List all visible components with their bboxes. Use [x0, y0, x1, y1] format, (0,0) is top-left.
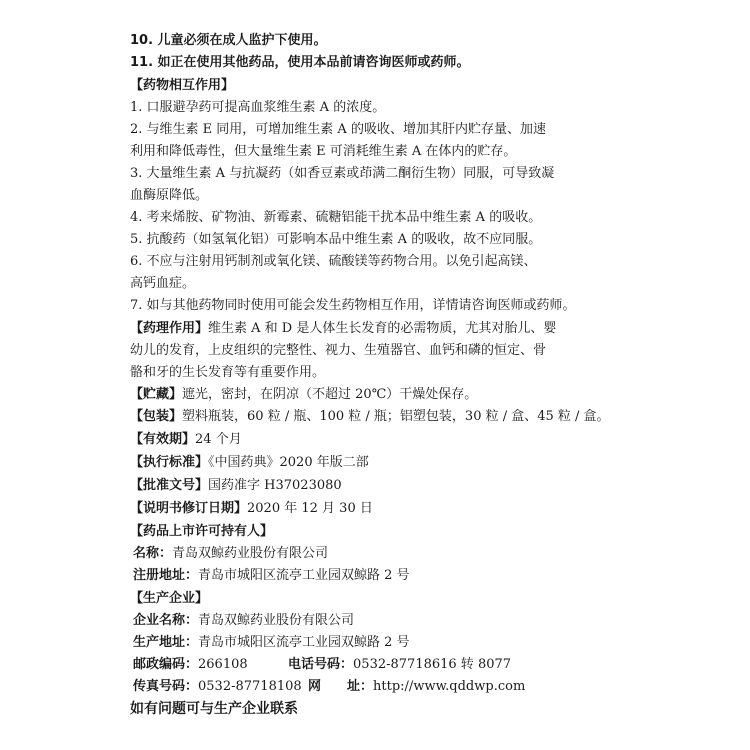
standard-row	[130, 454, 369, 472]
holder-address-row	[133, 567, 410, 585]
manufacturer-header: 【生产企业】	[130, 591, 209, 606]
approval-row	[130, 477, 342, 495]
approval-text: 国药准字 H37023080	[208, 478, 342, 493]
package-header: 【包装】	[130, 409, 183, 424]
holder-name-row	[133, 545, 328, 563]
manufacturer-fax-row	[133, 678, 525, 696]
web-label: 网 址：	[308, 679, 374, 694]
manufacturer-address-label: 生产地址：	[133, 635, 199, 650]
holder-address: 青岛市城阳区流亭工业园双鲸路 2 号	[198, 568, 410, 583]
approval-header: 【批准文号】	[130, 478, 209, 493]
holder-header: 【药品上市许可持有人】	[130, 524, 274, 539]
zip-label: 邮政编码：	[133, 657, 199, 672]
fax-label: 传真号码：	[133, 679, 199, 694]
manufacturer-name: 青岛双鲸药业股份有限公司	[198, 613, 355, 628]
storage-text: 遮光，密封，在阴凉（不超过 20℃）干燥处保存。	[182, 387, 478, 402]
fax-value: 0532-87718108	[198, 679, 302, 694]
interaction-2-line2: 利用和降低毒性，但大量维生素 E 可消耗维生素 A 在体内的贮存。	[130, 144, 517, 159]
standard-header: 【执行标准】	[130, 455, 209, 470]
standard-text: 《中国药典》2020 年版二部	[208, 455, 369, 470]
interaction-6-line2: 高钙血症。	[130, 276, 196, 291]
interaction-6-line1: 6. 不应与注射用钙制剂或氧化镁、硫酸镁等药物合用。以免引起高镁、	[130, 254, 537, 269]
holder-name-label: 名称：	[133, 546, 173, 561]
interaction-1: 1. 口服避孕药可提高血浆维生素 A 的浓度。	[130, 100, 386, 115]
interaction-5: 5. 抗酸药（如氢氧化铝）可影响本品中维生素 A 的吸收，故不应同服。	[130, 232, 542, 247]
storage-header: 【贮藏】	[130, 387, 183, 402]
holder-name: 青岛双鲸药业股份有限公司	[172, 546, 329, 561]
package-row	[130, 408, 610, 426]
web-value[interactable]: http://www.qddwp.com	[373, 679, 526, 694]
interaction-7: 7. 如与其他药物同时使用可能会发生药物相互作用，详情请咨询医师或药师。	[130, 298, 576, 313]
pharmacology-line3: 骼和牙的生长发育等有重要作用。	[130, 365, 326, 380]
manufacturer-address: 青岛市城阳区流亭工业园双鲸路 2 号	[198, 635, 410, 650]
manufacturer-name-row	[133, 612, 354, 630]
revision-row	[130, 500, 373, 518]
usage-item-10: 10. 儿童必须在成人监护下使用。	[130, 33, 327, 48]
manufacturer-address-row	[133, 634, 410, 652]
package-text: 塑料瓶装，60 粒 / 瓶、100 粒 / 瓶；铝塑包装，30 粒 / 盒、45 粒 / 盒。	[182, 409, 610, 424]
revision-header: 【说明书修订日期】	[130, 501, 248, 516]
manufacturer-name-label: 企业名称：	[133, 613, 199, 628]
pharmacology-text1: 维生素 A 和 D 是人体生长发育的必需物质，尤其对胎儿、婴	[208, 321, 557, 336]
contact-footer: 如有问题可与生产企业联系	[130, 701, 298, 717]
interaction-4: 4. 考来烯胺、矿物油、新霉素、硫糖铝能干扰本品中维生素 A 的吸收。	[130, 210, 542, 225]
interaction-2-line1: 2. 与维生素 E 同用，可增加维生素 A 的吸收、增加其肝内贮存量、加速	[130, 122, 546, 137]
zip-value: 266108	[198, 657, 248, 672]
pharmacology-header: 【药理作用】	[130, 321, 209, 336]
validity-text: 24 个月	[195, 432, 242, 447]
interaction-3-line2: 血酶原降低。	[130, 188, 209, 203]
pharmacology-line2: 幼儿的发育，上皮组织的完整性、视力、生殖器官、血钙和磷的恒定、骨	[130, 343, 547, 358]
validity-header: 【有效期】	[130, 432, 196, 447]
storage-row	[130, 386, 477, 404]
interaction-3-line1: 3. 大量维生素 A 与抗凝药（如香豆素或茚满二酮衍生物）同服，可导致凝	[130, 166, 555, 181]
interactions-header: 【药物相互作用】	[130, 78, 235, 93]
validity-row	[130, 431, 242, 449]
holder-address-label: 注册地址：	[133, 568, 199, 583]
manufacturer-zip-row	[133, 656, 511, 674]
phone-label: 电话号码：	[288, 657, 354, 672]
usage-item-11: 11. 如正在使用其他药品，使用本品前请咨询医师或药师。	[130, 55, 470, 70]
revision-text: 2020 年 12 月 30 日	[247, 501, 373, 516]
pharmacology-line1	[130, 320, 556, 338]
phone-value: 0532-87718616 转 8077	[353, 657, 512, 672]
